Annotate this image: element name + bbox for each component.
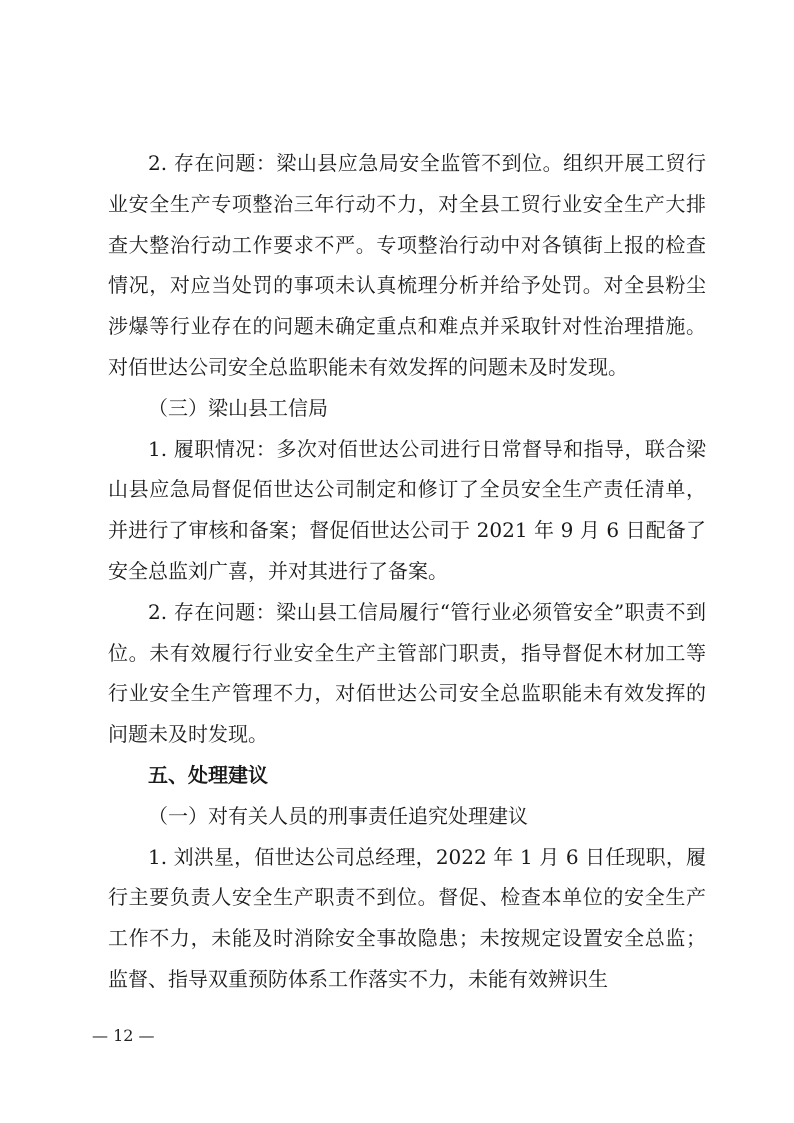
page-number: — 12 — xyxy=(92,1026,155,1045)
paragraph-person-liu-hongxing: 1. 刘洪星，佰世达公司总经理，2022 年 1 月 6 日任现职，履行主要负责人安全生产职责不到位。督促、检查本单位的安全生产工作不力，未能及时消除安全事故隐患；未按规定设置安全总监；监督、指导双重预防体系工作落实不力，未能有效辨识生 xyxy=(108,844,706,991)
section-heading-criminal-liability: （一）对有关人员的刑事责任追究处理建议 xyxy=(148,803,528,828)
paragraph-duty-performance: 1. 履职情况：多次对佰世达公司进行日常督导和指导，联合梁山县应急局督促佰世达公司制定和修订了全员安全生产责任清单，并进行了审核和备案；督促佰世达公司于 2021 年 9 月 6 日配备了安全总监刘广喜，并对其进行了备案。 xyxy=(108,436,706,583)
section-heading-industry-bureau: （三）梁山县工信局 xyxy=(148,395,328,420)
chapter-heading-handling-suggestions: 五、处理建议 xyxy=(148,762,268,787)
document-body xyxy=(108,143,706,1000)
paragraph-problems-emergency-bureau: 2. 存在问题：梁山县应急局安全监管不到位。组织开展工贸行业安全生产专项整治三年行动不力，对全县工贸行业安全生产大排查大整治行动工作要求不严。专项整治行动中对各镇街上报的检查情况，对应当处罚的事项未认真梳理分析并给予处罚。对全县粉尘涉爆等行业存在的问题未确定重点和难点并采取针对性治理措施。对佰世达公司安全总监职能未有效发挥的问题未及时发现。 xyxy=(108,151,706,379)
paragraph-problems-industry-bureau: 2. 存在问题：梁山县工信局履行“管行业必须管安全”职责不到位。未有效履行行业安全生产主管部门职责，指导督促木材加工等行业安全生产管理不力，对佰世达公司安全总监职能未有效发挥的问题未及时发现。 xyxy=(108,599,706,747)
